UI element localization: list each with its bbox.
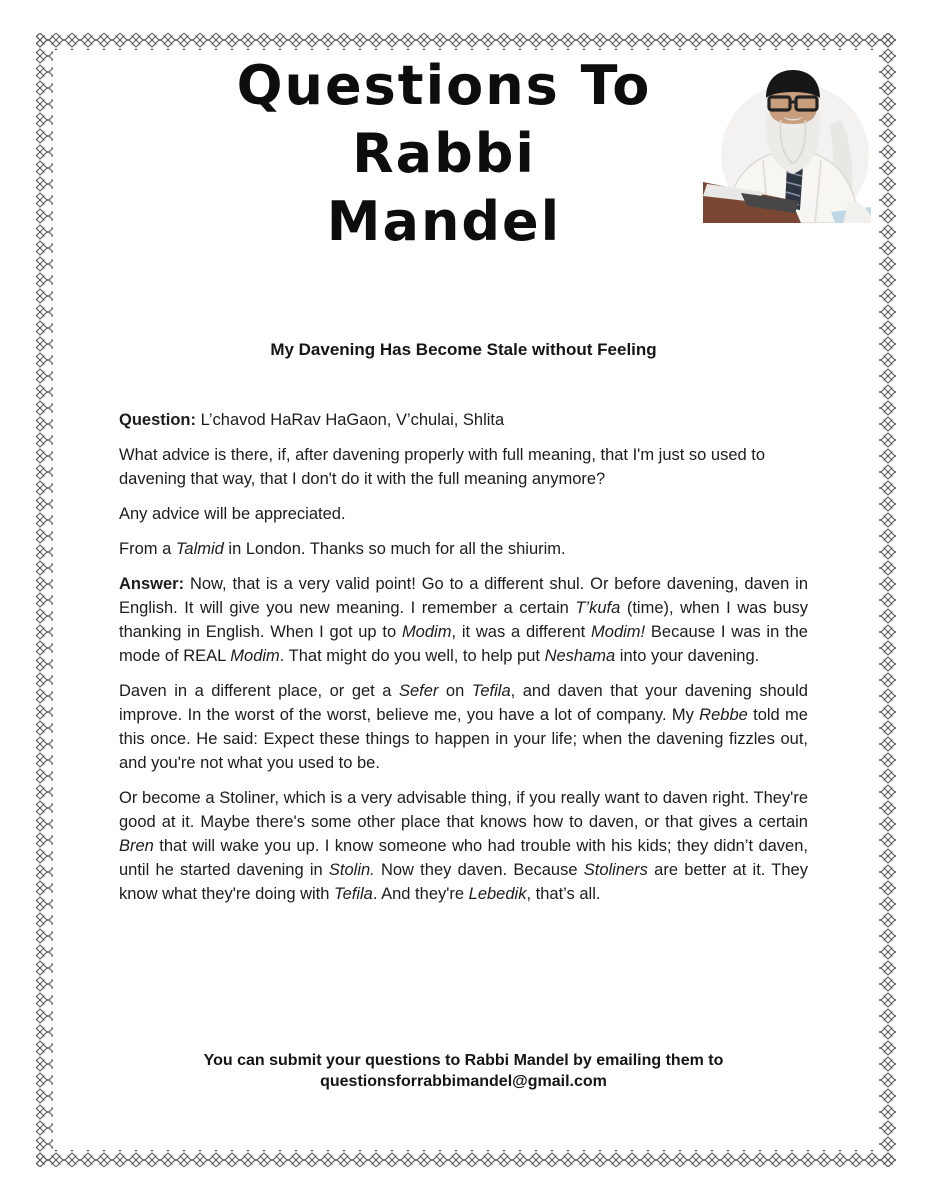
italic-term: Tefila	[471, 682, 511, 700]
rabbi-photo	[703, 60, 871, 223]
paragraph	[119, 572, 808, 668]
text-run: Now, that is a very valid point! Go to a different shul. Or before davening, daven in English. It will give you new meaning. I remember a certain	[119, 575, 808, 617]
paragraph	[119, 443, 808, 491]
text-run: L’chavod HaRav HaGaon, V’chulai, Shlita	[196, 411, 505, 429]
article-subtitle: My Davening Has Become Stale without Feeling	[270, 340, 657, 359]
border-top	[36, 33, 896, 50]
text-run: Now they daven. Because	[374, 861, 584, 879]
text-run: in London. Thanks so much for all the shiurim.	[223, 540, 566, 558]
italic-term: Stolin.	[328, 861, 375, 879]
border-bottom	[36, 1150, 896, 1167]
paragraph	[119, 537, 808, 561]
article-body	[119, 408, 808, 917]
italic-term: Modim!	[591, 623, 646, 641]
paragraph	[119, 408, 808, 432]
text-run: . And they're	[372, 885, 469, 903]
text-run: From a	[119, 540, 176, 558]
page-title-line-2: Rabbi	[352, 122, 536, 185]
text-run: Or become a Stoliner, which is a very advisable thing, if you really want to daven right. They're good at it. Maybe there's some other place that knows how to daven, or that gives a certain	[119, 789, 808, 831]
italic-term: Sefer	[398, 682, 439, 700]
border-right	[879, 33, 896, 1167]
text-run: (time), when I was busy thanking in English. When I got up to	[119, 599, 809, 641]
italic-term: Rebbe	[699, 706, 748, 724]
italic-term: Stoliners	[583, 861, 648, 879]
page-title-line-1: Questions To	[236, 54, 652, 117]
text-run: told me this once. He said: Expect these things to happen in your life; when the davening fizzles out, and you're not what you used to be.	[119, 706, 808, 772]
text-run: . That might do you well, to help put	[279, 647, 545, 665]
italic-term: Talmid	[175, 540, 224, 558]
text-run: that will wake you up. I know someone who had trouble with his kids; they didn’t daven, until he started davening in	[119, 837, 808, 879]
text-run: , it was a different	[451, 623, 592, 641]
italic-term: Bren	[119, 837, 154, 855]
paragraph	[119, 502, 808, 526]
text-run: into your davening.	[615, 647, 760, 665]
text-run: , that’s all.	[526, 885, 601, 903]
footer	[119, 1050, 808, 1092]
text-run: Because I was in the mode of REAL	[119, 623, 808, 665]
text-run: What advice is there, if, after davening properly with full meaning, that I'm just so used to davening that way, that I don't do it with the full meaning anymore?	[119, 446, 766, 488]
italic-term: Modim	[401, 623, 452, 641]
italic-term: Lebedik	[468, 885, 527, 903]
italic-term: Tefila	[334, 885, 373, 903]
bold-label: Answer:	[119, 575, 185, 593]
paragraph	[119, 786, 808, 906]
italic-term: Modim	[230, 647, 280, 665]
text-run: on	[438, 682, 472, 700]
border-left	[36, 33, 53, 1167]
paragraph	[119, 679, 808, 775]
text-run: are better at it. They know what they're doing with	[119, 861, 808, 903]
page-title-line-3: Mandel	[326, 190, 562, 253]
text-run: Any advice will be appreciated.	[119, 505, 346, 523]
text-run: , and daven that your davening should improve. In the worst of the worst, believe me, you have a lot of company. My	[119, 682, 808, 724]
footer-email-address: questionsforrabbimandel@gmail.com	[320, 1073, 607, 1090]
italic-term: T’kufa	[575, 599, 621, 617]
bold-label: Question:	[119, 411, 196, 429]
italic-term: Neshama	[544, 647, 616, 665]
footer-submission-text: You can submit your questions to Rabbi Mandel by emailing them to	[203, 1052, 724, 1069]
text-run: Daven in a different place, or get a	[119, 682, 399, 700]
